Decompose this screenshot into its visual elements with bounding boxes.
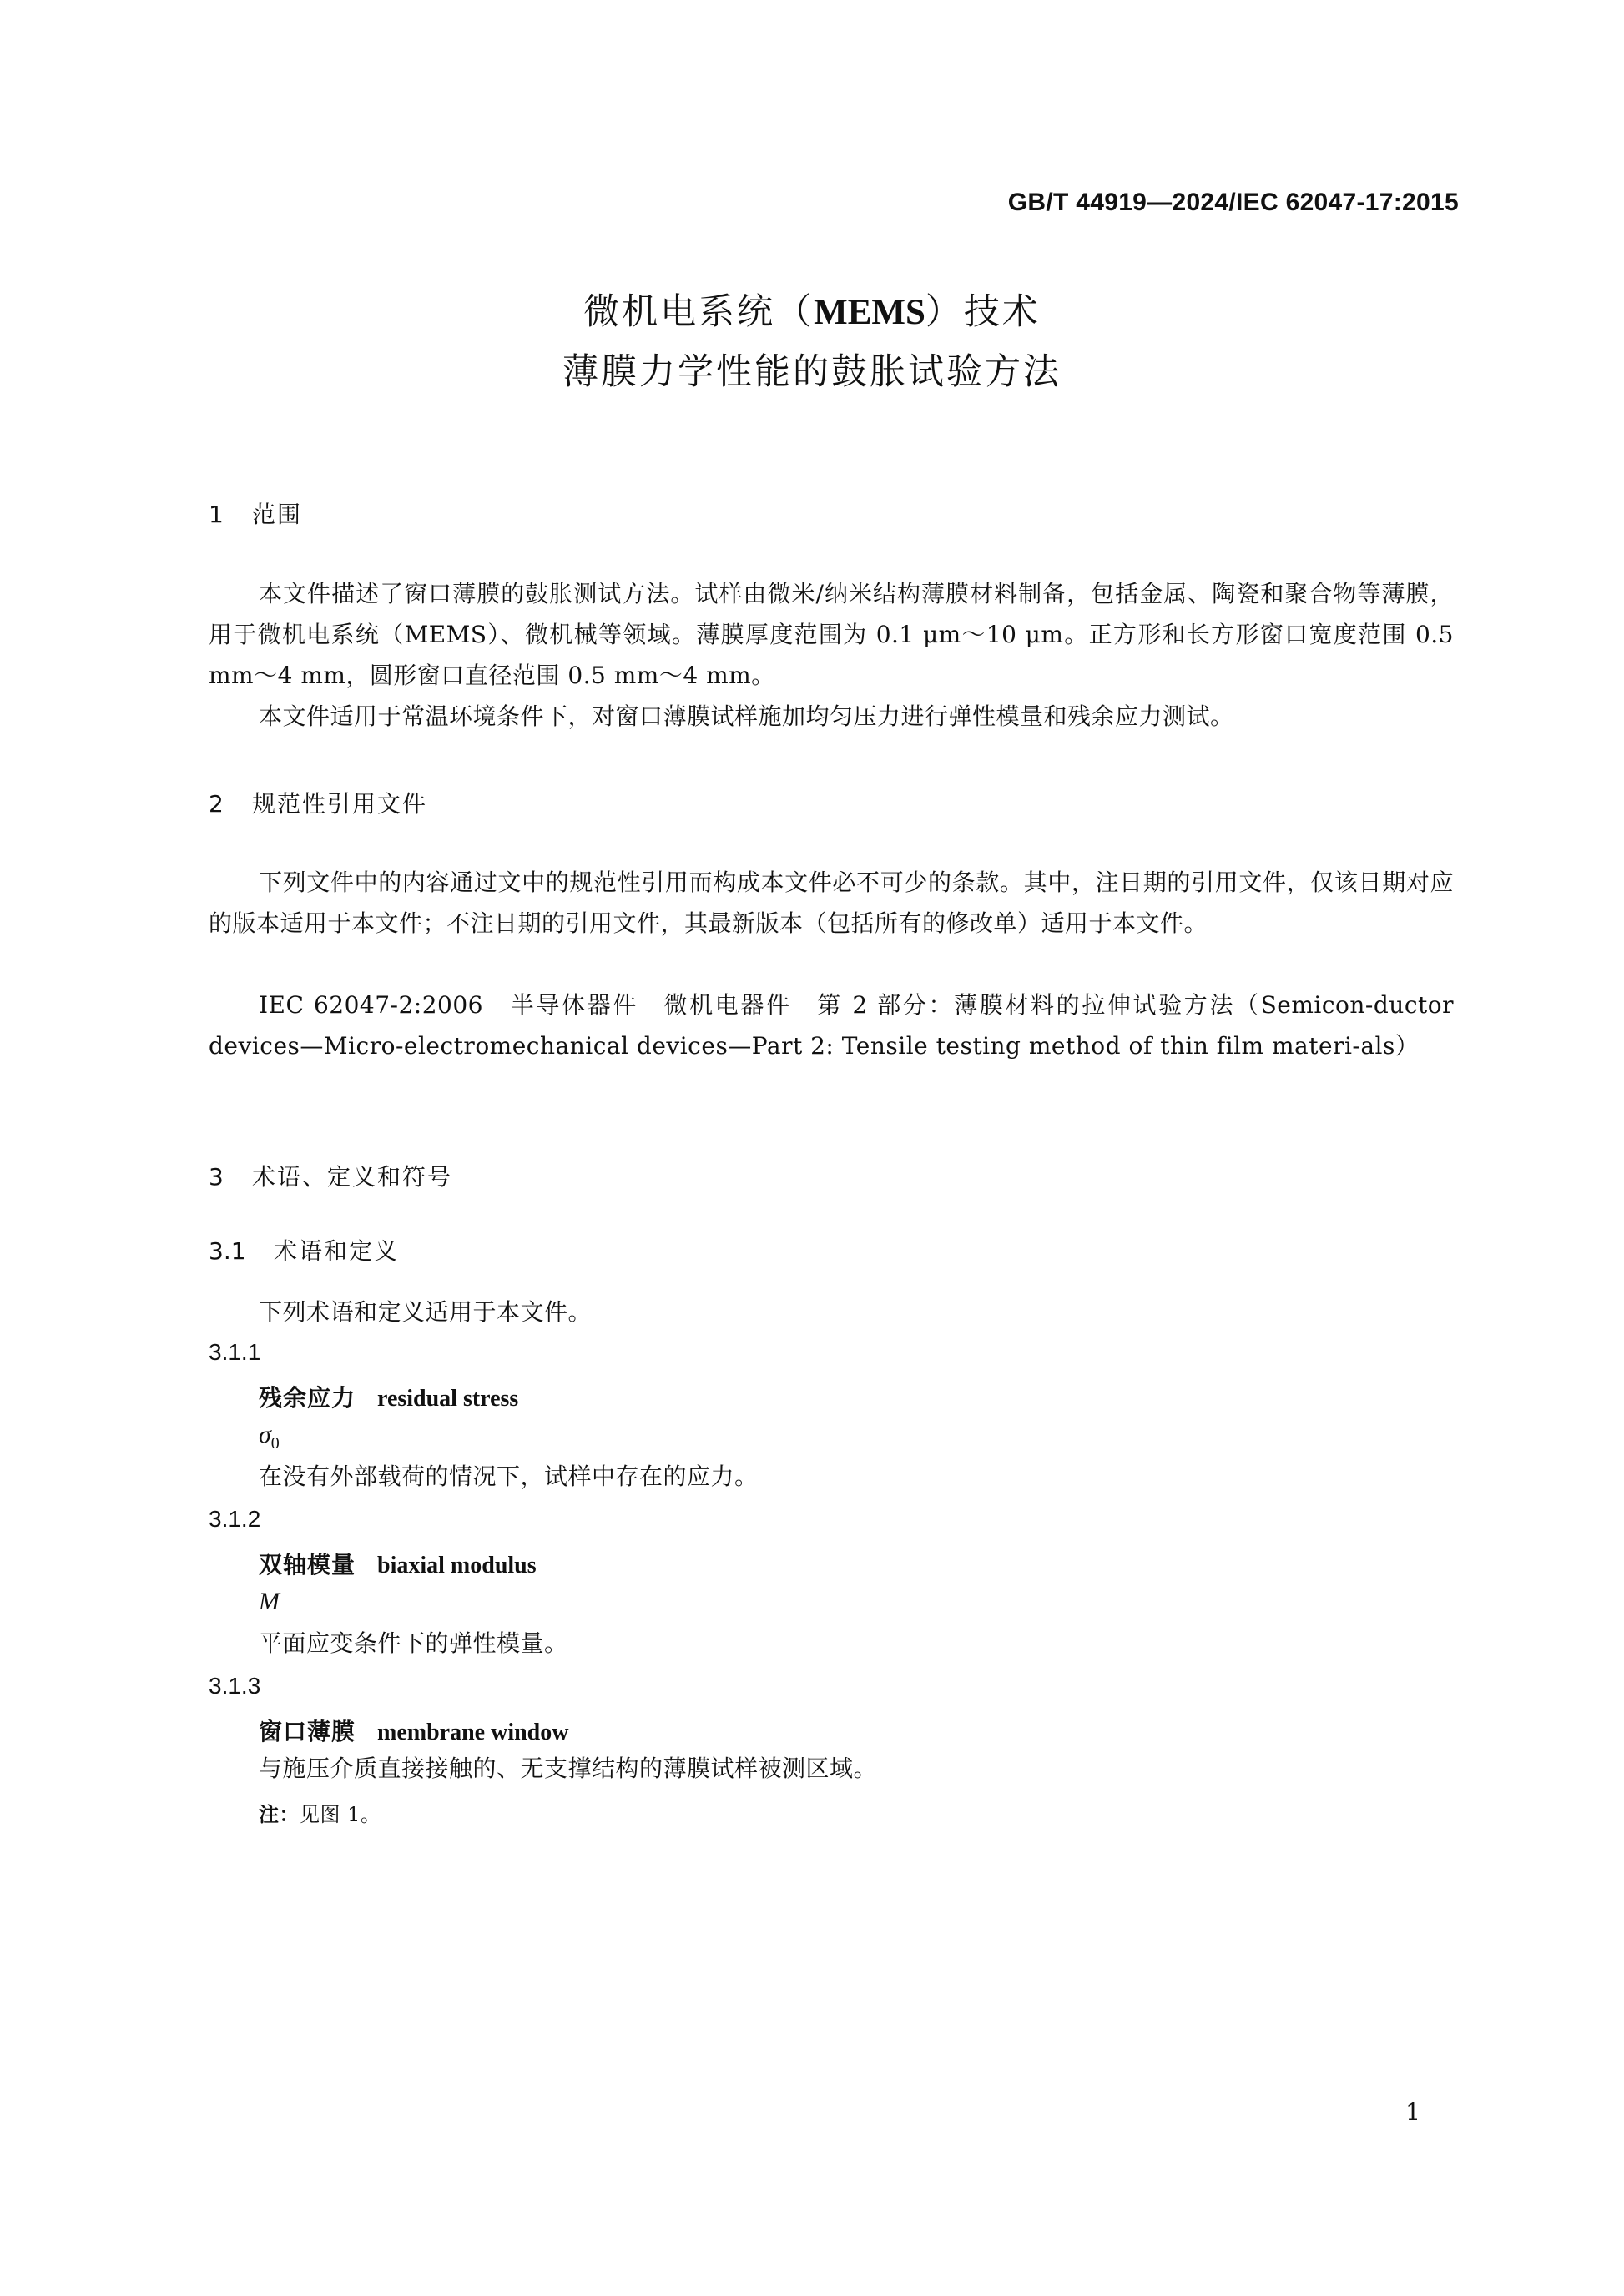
- term-en: biaxial modulus: [377, 1553, 537, 1578]
- term-zh: 窗口薄膜: [259, 1718, 356, 1745]
- term-definition: 平面应变条件下的弹性模量。: [259, 1629, 568, 1657]
- term-note: [259, 1798, 381, 1827]
- symbol-subscript: 0: [270, 1434, 280, 1453]
- symbol-base: σ: [259, 1421, 271, 1448]
- document-title-line-2: 薄膜力学性能的鼓胀试验方法: [562, 351, 1062, 393]
- term-number: 3.1.2: [209, 1506, 261, 1532]
- references-paragraph-1: 下列文件中的内容通过文中的规范性引用而构成本文件必不可少的条款。其中，注日期的引用文件，仅该日期对应的版本适用于本文件；不注日期的引用文件，其最新版本（包括所有的修改单）适用于本文件。: [209, 869, 1454, 937]
- subsection-heading-terms-definitions: [209, 1233, 399, 1266]
- note-label: 注：: [259, 1803, 300, 1826]
- page-number: 1: [1405, 2098, 1420, 2126]
- section-number: 3: [209, 1163, 224, 1191]
- term-zh: 残余应力: [259, 1384, 356, 1412]
- section-number: 2: [209, 790, 224, 818]
- section-heading-normative-references: [209, 786, 427, 819]
- term-residual-stress: [259, 1380, 518, 1413]
- term-symbol: M: [259, 1588, 280, 1615]
- section-heading-scope: [209, 496, 302, 530]
- standard-number: GB/T 44919—2024/IEC 62047-17:2015: [1007, 189, 1459, 216]
- section-number: 1: [209, 501, 224, 528]
- scope-paragraph-1: 本文件描述了窗口薄膜的鼓胀测试方法。试样由微米/纳米结构薄膜材料制备，包括金属、陶瓷和聚合物等薄膜，用于微机电系统（MEMS）、微机械等领域。薄膜厚度范围为 0.1 μm～10 μm。正方形和长方形窗口宽度范围 0.5 mm～4 mm，圆形窗口直径范围 0.5 mm～4 mm。: [209, 580, 1454, 689]
- terms-intro: 下列术语和定义适用于本文件。: [259, 1298, 593, 1326]
- term-en: membrane window: [377, 1719, 569, 1745]
- subsection-number: 3.1: [209, 1237, 246, 1265]
- title-mems: MEMS: [814, 293, 925, 332]
- note-text: 见图 1。: [300, 1803, 381, 1826]
- section-title: 规范性引用文件: [252, 790, 428, 818]
- title-part: 微机电系统（: [583, 291, 815, 333]
- title-part: ）技术: [925, 291, 1041, 333]
- scope-paragraph-2: 本文件适用于常温环境条件下，对窗口薄膜试样施加均匀压力进行弹性模量和残余应力测试。: [259, 702, 1234, 730]
- section-heading-terms: [209, 1159, 452, 1192]
- term-zh: 双轴模量: [259, 1551, 356, 1578]
- references-paragraph-2: IEC 62047-2:2006 半导体器件 微机电器件 第 2 部分：薄膜材料的拉伸试验方法（Semicon-ductor devices—Micro-electromechanical devices—Part 2: Tensile testing method of thin film materi-als）: [209, 991, 1454, 1060]
- term-en: residual stress: [377, 1386, 519, 1412]
- document-title-line-1: [0, 284, 1624, 335]
- section-title: 范围: [252, 501, 303, 528]
- term-symbol: [259, 1421, 280, 1453]
- term-definition: 在没有外部载荷的情况下，试样中存在的应力。: [259, 1463, 759, 1490]
- section-title: 术语、定义和符号: [252, 1163, 453, 1191]
- term-biaxial-modulus: [259, 1547, 537, 1580]
- term-membrane-window: [259, 1714, 568, 1747]
- subsection-title: 术语和定义: [274, 1237, 400, 1265]
- term-number: 3.1.1: [209, 1339, 261, 1365]
- term-definition: 与施压介质直接接触的、无支撑结构的薄膜试样被测区域。: [259, 1755, 878, 1782]
- term-number: 3.1.3: [209, 1673, 261, 1699]
